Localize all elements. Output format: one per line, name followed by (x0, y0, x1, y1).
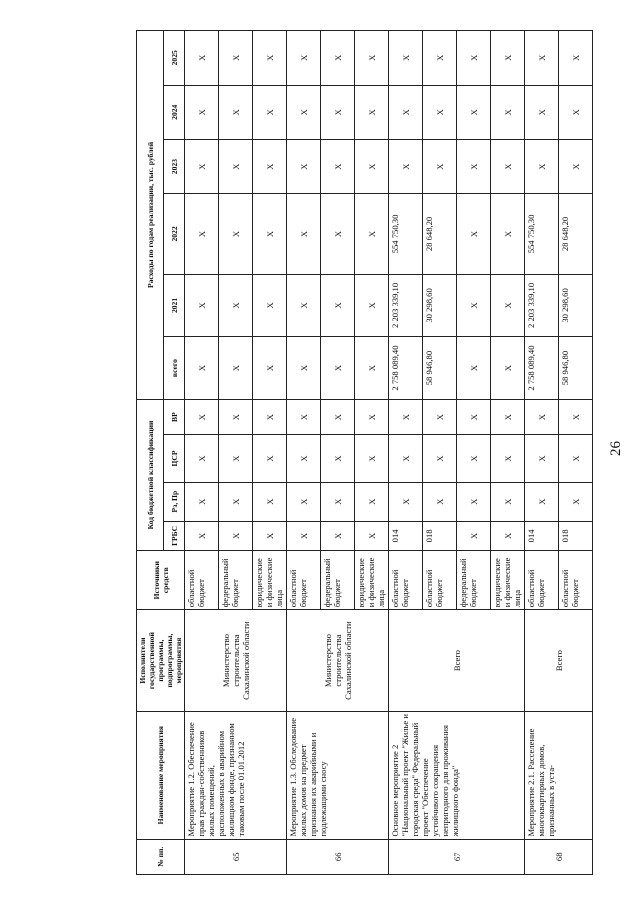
budget-code-cell: X (559, 482, 593, 521)
expense-cell: X (559, 31, 593, 86)
expense-cell: X (491, 194, 525, 274)
budget-code-cell: X (457, 399, 491, 434)
expense-cell: X (355, 337, 389, 400)
funding-source: областной бюджет (525, 551, 559, 610)
budget-code-cell: X (423, 435, 457, 482)
expense-cell: X (389, 85, 423, 139)
expense-cell: X (321, 194, 355, 274)
expense-cell: X (253, 274, 287, 337)
expense-cell: X (559, 85, 593, 139)
expense-cell: 554 750,30 (389, 194, 423, 274)
expense-cell: X (287, 337, 321, 400)
budget-code-cell: 014 (389, 521, 423, 551)
header-bk-col: ГРБС (164, 521, 185, 551)
expense-cell: 28 648,20 (559, 194, 593, 274)
expense-cell: X (491, 85, 525, 139)
funding-source: областной бюджет (559, 551, 593, 610)
budget-code-cell: X (559, 435, 593, 482)
table-header (137, 31, 185, 875)
expense-cell: X (219, 139, 253, 193)
expense-cell: X (491, 337, 525, 400)
expense-cell: 58 946,80 (423, 337, 457, 400)
budget-code-cell: X (185, 482, 219, 521)
row-number: 68 (525, 839, 593, 874)
expense-cell: X (321, 139, 355, 193)
expense-cell: X (457, 31, 491, 86)
budget-code-cell: X (389, 399, 423, 434)
budget-code-cell: X (355, 521, 389, 551)
budget-code-cell: X (253, 435, 287, 482)
funding-source: областной бюджет (423, 551, 457, 610)
funding-source: юридические и физические лица (491, 551, 525, 610)
header-sources: Источники средств (137, 551, 185, 610)
budget-code-cell: X (321, 435, 355, 482)
table-body (185, 31, 593, 875)
expense-cell: X (185, 337, 219, 400)
budget-code-cell: X (253, 521, 287, 551)
expense-cell: X (457, 85, 491, 139)
expense-cell: X (253, 194, 287, 274)
budget-code-cell: X (321, 399, 355, 434)
expense-cell: X (219, 337, 253, 400)
header-bk-col: Рз, Пр (164, 482, 185, 521)
budget-code-cell: 018 (559, 521, 593, 551)
expense-cell: X (457, 274, 491, 337)
budget-code-cell: X (491, 435, 525, 482)
expense-cell: X (389, 139, 423, 193)
expense-cell: X (355, 274, 389, 337)
budget-code-cell: X (185, 521, 219, 551)
budget-code-cell: X (287, 482, 321, 521)
expense-cell: X (185, 85, 219, 139)
executor: Министерство строительства Сахалинской области (287, 610, 389, 712)
expense-cell: 58 946,80 (559, 337, 593, 400)
expense-cell: X (423, 139, 457, 193)
expense-cell: X (253, 139, 287, 193)
budget-code-cell: 018 (423, 521, 457, 551)
header-exp-col: 2021 (164, 274, 185, 337)
funding-source: федеральный бюджет (321, 551, 355, 610)
expense-cell: X (355, 85, 389, 139)
expense-cell: X (219, 85, 253, 139)
expense-cell: X (491, 274, 525, 337)
budget-code-cell: X (389, 435, 423, 482)
budget-code-cell: X (185, 399, 219, 434)
budget-code-cell: X (287, 435, 321, 482)
measure-name: Мероприятие 1.3. Обследование жилых домов на предмет признания их аварийными и подлежащими сносу (287, 711, 389, 839)
expense-cell: X (355, 194, 389, 274)
expense-cell: X (423, 31, 457, 86)
table-row (525, 31, 559, 875)
header-bk-group: Код бюджетной классификации (137, 399, 164, 550)
header-num: № пп. (137, 839, 185, 874)
budget-code-cell: 014 (525, 521, 559, 551)
expense-cell: X (253, 85, 287, 139)
funding-source: федеральный бюджет (457, 551, 491, 610)
measure-name: Мероприятие 1.2. Обеспечение прав граждан-собственников жилых помещений, расположенных в аварийном жилищном фонде, признанном таковым после 01.01.2012 (185, 711, 287, 839)
executor: Всего (525, 610, 593, 712)
expense-cell: X (559, 139, 593, 193)
header-exp-col: 2023 (164, 139, 185, 193)
row-number: 67 (389, 839, 525, 874)
budget-code-cell: X (355, 399, 389, 434)
expense-cell: 30 298,60 (423, 274, 457, 337)
budget-code-cell: X (423, 399, 457, 434)
budget-code-cell: X (491, 482, 525, 521)
budget-code-cell: X (491, 521, 525, 551)
executor: Министерство строительства Сахалинской области (185, 610, 287, 712)
budget-code-cell: X (457, 521, 491, 551)
budget-code-cell: X (287, 521, 321, 551)
expense-cell: X (321, 85, 355, 139)
header-bk-col: ЦСР (164, 435, 185, 482)
expense-cell: X (253, 31, 287, 86)
budget-code-cell: X (219, 399, 253, 434)
expense-cell: 2 758 089,40 (525, 337, 559, 400)
measure-name: Основное мероприятие 2 "Национальный проект "Жилье и городская среда" Федеральный проект "Обеспечение устойчивого сокращения непригодного для проживания жилищного фонда" (389, 711, 525, 839)
expense-cell: X (321, 31, 355, 86)
expense-cell: X (491, 31, 525, 86)
expense-cell: X (185, 31, 219, 86)
budget-table (136, 30, 593, 875)
funding-source: областной бюджет (185, 551, 219, 610)
expense-cell: X (287, 139, 321, 193)
page-number: 26 (608, 441, 624, 456)
table-row (185, 31, 219, 875)
expense-cell: X (185, 274, 219, 337)
expense-cell: X (457, 139, 491, 193)
header-executor: Исполнители государственной программы, подпрограммы, мероприятия (137, 610, 185, 712)
expense-cell: X (355, 31, 389, 86)
header-exp-col: 2025 (164, 31, 185, 86)
budget-code-cell: X (355, 482, 389, 521)
budget-code-cell: X (491, 399, 525, 434)
expense-cell: X (185, 194, 219, 274)
header-exp-col: всего (164, 337, 185, 400)
budget-code-cell: X (321, 482, 355, 521)
budget-code-cell: X (219, 435, 253, 482)
row-number: 65 (185, 839, 287, 874)
header-name: Наименование мероприятия (137, 711, 185, 839)
expense-cell: X (219, 194, 253, 274)
expense-cell: X (253, 337, 287, 400)
expense-cell: X (457, 194, 491, 274)
funding-source: областной бюджет (287, 551, 321, 610)
budget-code-cell: X (525, 482, 559, 521)
expense-cell: X (287, 194, 321, 274)
expense-cell: X (525, 31, 559, 86)
table-row (287, 31, 321, 875)
header-exp-group: Расходы по годам реализации, тыс. рублей (137, 31, 164, 400)
budget-code-cell: X (355, 435, 389, 482)
header-bk-col: ВР (164, 399, 185, 434)
budget-code-cell: X (253, 399, 287, 434)
budget-code-cell: X (321, 521, 355, 551)
budget-code-cell: X (287, 399, 321, 434)
expense-cell: X (321, 274, 355, 337)
expense-cell: X (321, 337, 355, 400)
expense-cell: 2 758 089,40 (389, 337, 423, 400)
funding-source: юридические и физические лица (355, 551, 389, 610)
table-row (389, 31, 423, 875)
expense-cell: X (287, 31, 321, 86)
expense-cell: X (457, 337, 491, 400)
expense-cell: 28 648,20 (423, 194, 457, 274)
executor: Всего (389, 610, 525, 712)
budget-code-cell: X (559, 399, 593, 434)
budget-code-cell: X (457, 435, 491, 482)
expense-cell: X (185, 139, 219, 193)
row-number: 66 (287, 839, 389, 874)
budget-code-cell: X (423, 482, 457, 521)
funding-source: юридические и физические лица (253, 551, 287, 610)
measure-name: Мероприятие 2.1. Расселение многоквартирных домов, признанных в уста- (525, 711, 593, 839)
expense-cell: 554 750,30 (525, 194, 559, 274)
budget-code-cell: X (185, 435, 219, 482)
expense-cell: X (219, 31, 253, 86)
expense-cell: X (389, 31, 423, 86)
budget-code-cell: X (219, 482, 253, 521)
budget-code-cell: X (457, 482, 491, 521)
expense-cell: 2 203 339,10 (389, 274, 423, 337)
funding-source: областной бюджет (389, 551, 423, 610)
expense-cell: X (287, 85, 321, 139)
budget-code-cell: X (219, 521, 253, 551)
expense-cell: 30 298,60 (559, 274, 593, 337)
expense-cell: X (287, 274, 321, 337)
budget-code-cell: X (389, 482, 423, 521)
expense-cell: X (423, 85, 457, 139)
expense-cell: X (525, 85, 559, 139)
budget-code-cell: X (253, 482, 287, 521)
funding-source: федеральный бюджет (219, 551, 253, 610)
rotated-table-container (136, 30, 614, 875)
expense-cell: X (219, 274, 253, 337)
expense-cell: X (525, 139, 559, 193)
budget-code-cell: X (525, 399, 559, 434)
expense-cell: X (355, 139, 389, 193)
header-exp-col: 2022 (164, 194, 185, 274)
header-exp-col: 2024 (164, 85, 185, 139)
expense-cell: 2 203 339,10 (525, 274, 559, 337)
budget-code-cell: X (525, 435, 559, 482)
expense-cell: X (491, 139, 525, 193)
